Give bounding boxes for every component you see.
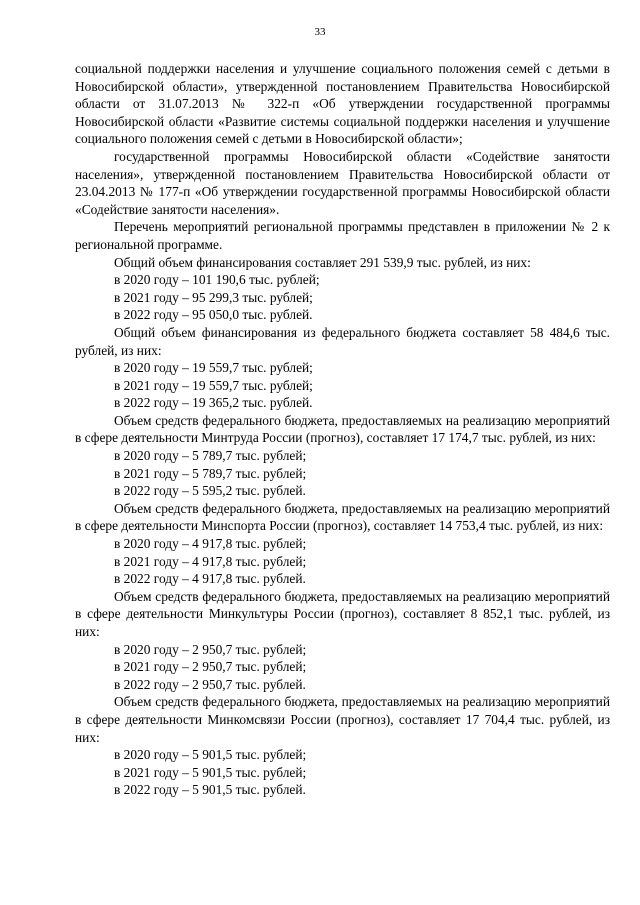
document-body bbox=[75, 60, 610, 799]
funding-line: в 2022 году – 5 595,2 тыс. рублей. bbox=[114, 483, 306, 499]
funding-line: в 2021 году – 5 901,5 тыс. рублей; bbox=[114, 764, 307, 780]
page-number: 33 bbox=[314, 26, 326, 38]
body-paragraph: Объем средств федерального бюджета, предоставляемых на реализацию мероприятий в сфере деятельности Минспорта России (прогноз), составляет 14 753,4 тыс. рублей, из них: bbox=[75, 500, 610, 534]
funding-line: в 2021 году – 2 950,7 тыс. рублей; bbox=[114, 659, 307, 675]
body-paragraph: Объем средств федерального бюджета, предоставляемых на реализацию мероприятий в сфере деятельности Минтруда России (прогноз), составляет 17 174,7 тыс. рублей, из них: bbox=[75, 412, 610, 446]
funding-line: в 2020 году – 19 559,7 тыс. рублей; bbox=[114, 360, 313, 376]
body-paragraph: Перечень мероприятий региональной программы представлен в приложении № 2 к региональной программе. bbox=[75, 219, 610, 252]
body-paragraph: социальной поддержки населения и улучшение социального положения семей с детьми в Новосибирской области», утвержденной постановлением Правительства Новосибирской области от 31.07.2013 № 322-п «Об утверждении государственной программы Новосибирской области «Развитие системы социальной поддержки населения и улучшение социального положения семей с детьми в Новосибирской области»; bbox=[75, 61, 610, 147]
funding-line: в 2022 году – 95 050,0 тыс. рублей. bbox=[114, 307, 313, 323]
body-paragraph: Общий объем финансирования из федерального бюджета составляет 58 484,6 тыс. рублей, из них: bbox=[75, 324, 610, 358]
funding-line: в 2020 году – 101 190,6 тыс. рублей; bbox=[114, 272, 320, 288]
funding-line: в 2021 году – 5 789,7 тыс. рублей; bbox=[114, 465, 307, 481]
funding-line: в 2020 году – 5 789,7 тыс. рублей; bbox=[114, 448, 307, 464]
body-paragraph: государственной программы Новосибирской области «Содействие занятости населения», утвержденной постановлением Правительства Новосибирской области от 23.04.2013 № 177-п «Об утверждении государственной программы Новосибирской области «Содействие занятости населения». bbox=[75, 148, 610, 217]
body-paragraph: Общий объем финансирования составляет 291 539,9 тыс. рублей, из них: bbox=[114, 254, 531, 270]
funding-line: в 2021 году – 4 917,8 тыс. рублей; bbox=[114, 553, 307, 569]
funding-line: в 2022 году – 19 365,2 тыс. рублей. bbox=[114, 395, 313, 411]
funding-line: в 2022 году – 4 917,8 тыс. рублей. bbox=[114, 571, 306, 587]
funding-line: в 2022 году – 5 901,5 тыс. рублей. bbox=[114, 782, 306, 798]
funding-line: в 2020 году – 2 950,7 тыс. рублей; bbox=[114, 641, 307, 657]
funding-line: в 2021 году – 19 559,7 тыс. рублей; bbox=[114, 377, 313, 393]
body-paragraph: Объем средств федерального бюджета, предоставляемых на реализацию мероприятий в сфере деятельности Минкомсвязи России (прогноз), составляет 17 704,4 тыс. рублей, из них: bbox=[75, 694, 610, 745]
funding-line: в 2022 году – 2 950,7 тыс. рублей. bbox=[114, 676, 306, 692]
funding-line: в 2020 году – 5 901,5 тыс. рублей; bbox=[114, 747, 307, 763]
funding-line: в 2020 году – 4 917,8 тыс. рублей; bbox=[114, 536, 307, 552]
body-paragraph: Объем средств федерального бюджета, предоставляемых на реализацию мероприятий в сфере деятельности Минкультуры России (прогноз), составляет 8 852,1 тыс. рублей, из них: bbox=[75, 588, 610, 639]
funding-line: в 2021 году – 95 299,3 тыс. рублей; bbox=[114, 289, 313, 305]
